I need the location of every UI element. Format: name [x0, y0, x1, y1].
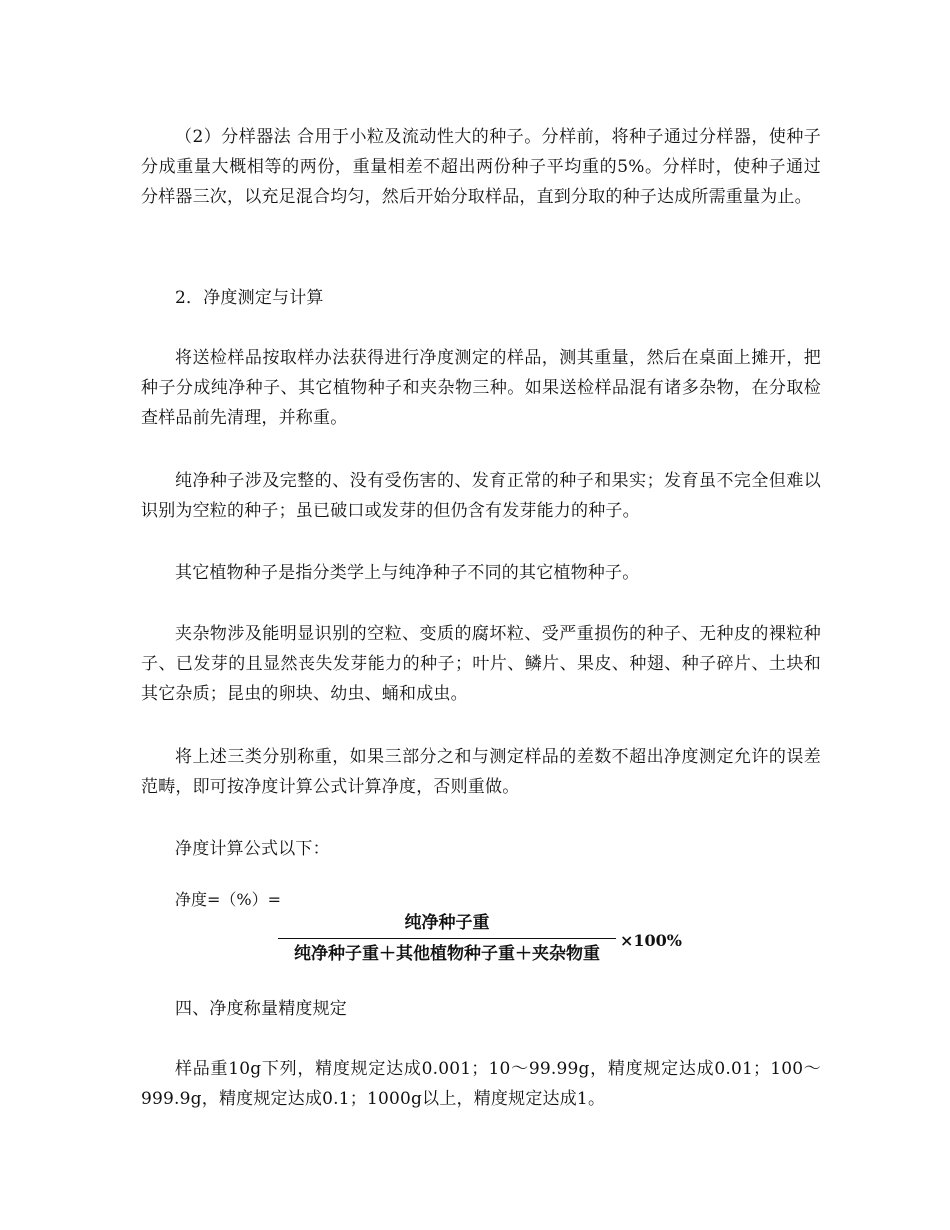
paragraph-pure-seed-definition: 纯净种子涉及完整的、没有受伤害的、发育正常的种子和果实；发育虽不完全但难以识别为空粒的种子；虽已破口或发芽的但仍含有发芽能力的种子。: [141, 471, 821, 521]
paragraph-sample-divider-method: （2）分样器法 合用于小粒及流动性大的种子。分样前，将种子通过分样器，使种子分成重量大概相等的两份，重量相差不超出两份种子平均重的5%。分样时，使种子通过分样器三次，以充足混合均匀，然后开始分取样品，直到分取的种子达成所需重量为止。: [141, 127, 821, 207]
paragraph-impurities-definition: 夹杂物涉及能明显识别的空粒、变质的腐坏粒、受严重损伤的种子、无种皮的裸粒种子、已发芽的且显然丧失发芽能力的种子；叶片、鳞片、果皮、种翅、种子碎片、土块和其它杂质；昆虫的卵块、幼虫、蛹和成虫。: [141, 624, 821, 704]
purity-formula: [278, 910, 682, 967]
paragraph-formula-intro: 净度计算公式以下：: [175, 839, 330, 859]
formula-multiplier: ×100%: [620, 931, 683, 950]
section-heading-purity-measurement: 2．净度测定与计算: [175, 288, 324, 308]
formula-fraction: [278, 910, 616, 967]
paragraph-weighing-instructions: 将上述三类分别称重，如果三部分之和与测定样品的差数不超出净度测定允许的误差范畴，即可按净度计算公式计算净度，否则重做。: [141, 747, 821, 797]
formula-denominator: 纯净种子重＋其他植物种子重＋夹杂物重: [294, 944, 600, 964]
formula-label: 净度=（%）=: [175, 890, 282, 909]
section-heading-precision-rules: 四、净度称量精度规定: [175, 999, 347, 1019]
paragraph-purity-procedure: 将送检样品按取样办法获得进行净度测定的样品，测其重量，然后在桌面上摊开，把种子分成纯净种子、其它植物种子和夹杂物三种。如果送检样品混有诸多杂物，在分取检查样品前先清理，并称重。: [141, 348, 821, 428]
formula-numerator: 纯净种子重: [404, 913, 490, 933]
paragraph-other-seed-definition: 其它植物种子是指分类学上与纯净种子不同的其它植物种子。: [175, 563, 640, 583]
paragraph-precision-rules: 样品重10g下列，精度规定达成0.001；10～99.99g，精度规定达成0.01；100～999.9g，精度规定达成0.1；1000g以上，精度规定达成1。: [141, 1059, 821, 1109]
